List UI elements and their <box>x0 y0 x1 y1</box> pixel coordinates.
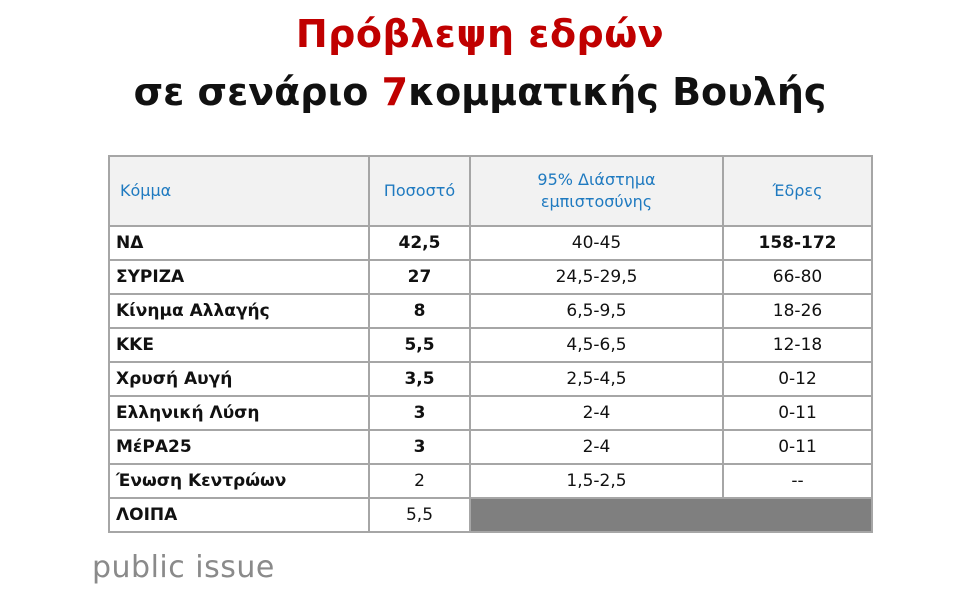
party-percent: 27 <box>369 260 470 294</box>
party-confidence-interval: 40-45 <box>470 226 723 260</box>
subtitle-accent-number: 7 <box>381 70 409 114</box>
table-row <box>109 362 872 396</box>
empty-gray-cell <box>470 498 872 532</box>
party-name: Χρυσή Αυγή <box>109 362 369 396</box>
party-name: ΚΚΕ <box>109 328 369 362</box>
party-percent: 3 <box>369 430 470 464</box>
subtitle-prefix: σε σενάριο <box>133 70 382 114</box>
party-percent: 5,5 <box>369 328 470 362</box>
table-row <box>109 430 872 464</box>
table-row <box>109 396 872 430</box>
table-row <box>109 498 872 532</box>
header-row <box>109 156 872 226</box>
party-seats: 18-26 <box>723 294 872 328</box>
table-row <box>109 226 872 260</box>
party-percent: 5,5 <box>369 498 470 532</box>
table-row <box>109 294 872 328</box>
party-name: Ελληνική Λύση <box>109 396 369 430</box>
party-seats: 0-12 <box>723 362 872 396</box>
party-seats: -- <box>723 464 872 498</box>
party-seats: 0-11 <box>723 396 872 430</box>
party-name: ΜέΡΑ25 <box>109 430 369 464</box>
party-name: ΣΥΡΙΖΑ <box>109 260 369 294</box>
party-percent: 2 <box>369 464 470 498</box>
party-seats: 66-80 <box>723 260 872 294</box>
party-confidence-interval: 6,5-9,5 <box>470 294 723 328</box>
table-row <box>109 260 872 294</box>
page-subtitle <box>0 70 960 114</box>
table-header <box>109 156 872 226</box>
header-ci-line1: 95% Διάστημα <box>537 170 656 189</box>
header-party: Κόμμα <box>109 156 369 226</box>
party-confidence-interval: 4,5-6,5 <box>470 328 723 362</box>
party-percent: 3,5 <box>369 362 470 396</box>
subtitle-suffix: κομματικής Βουλής <box>408 70 827 114</box>
party-name: ΛΟΙΠΑ <box>109 498 369 532</box>
table-row <box>109 328 872 362</box>
table-body <box>109 226 872 532</box>
seat-projection-table <box>108 155 873 533</box>
party-seats: 0-11 <box>723 430 872 464</box>
party-confidence-interval: 2,5-4,5 <box>470 362 723 396</box>
party-percent: 8 <box>369 294 470 328</box>
header-percent: Ποσοστό <box>369 156 470 226</box>
page-title: Πρόβλεψη εδρών <box>295 12 665 56</box>
header-confidence-interval <box>470 156 723 226</box>
party-confidence-interval: 2-4 <box>470 430 723 464</box>
party-seats: 158-172 <box>723 226 872 260</box>
party-percent: 3 <box>369 396 470 430</box>
party-seats: 12-18 <box>723 328 872 362</box>
brand-logo-text: public issue <box>92 550 275 585</box>
party-name: Ένωση Κεντρώων <box>109 464 369 498</box>
party-confidence-interval: 2-4 <box>470 396 723 430</box>
party-name: Κίνημα Αλλαγής <box>109 294 369 328</box>
party-confidence-interval: 24,5-29,5 <box>470 260 723 294</box>
party-name: ΝΔ <box>109 226 369 260</box>
header-ci-line2: εμπιστοσύνης <box>540 192 653 211</box>
table-row <box>109 464 872 498</box>
header-seats: Έδρες <box>723 156 872 226</box>
party-percent: 42,5 <box>369 226 470 260</box>
party-confidence-interval: 1,5-2,5 <box>470 464 723 498</box>
